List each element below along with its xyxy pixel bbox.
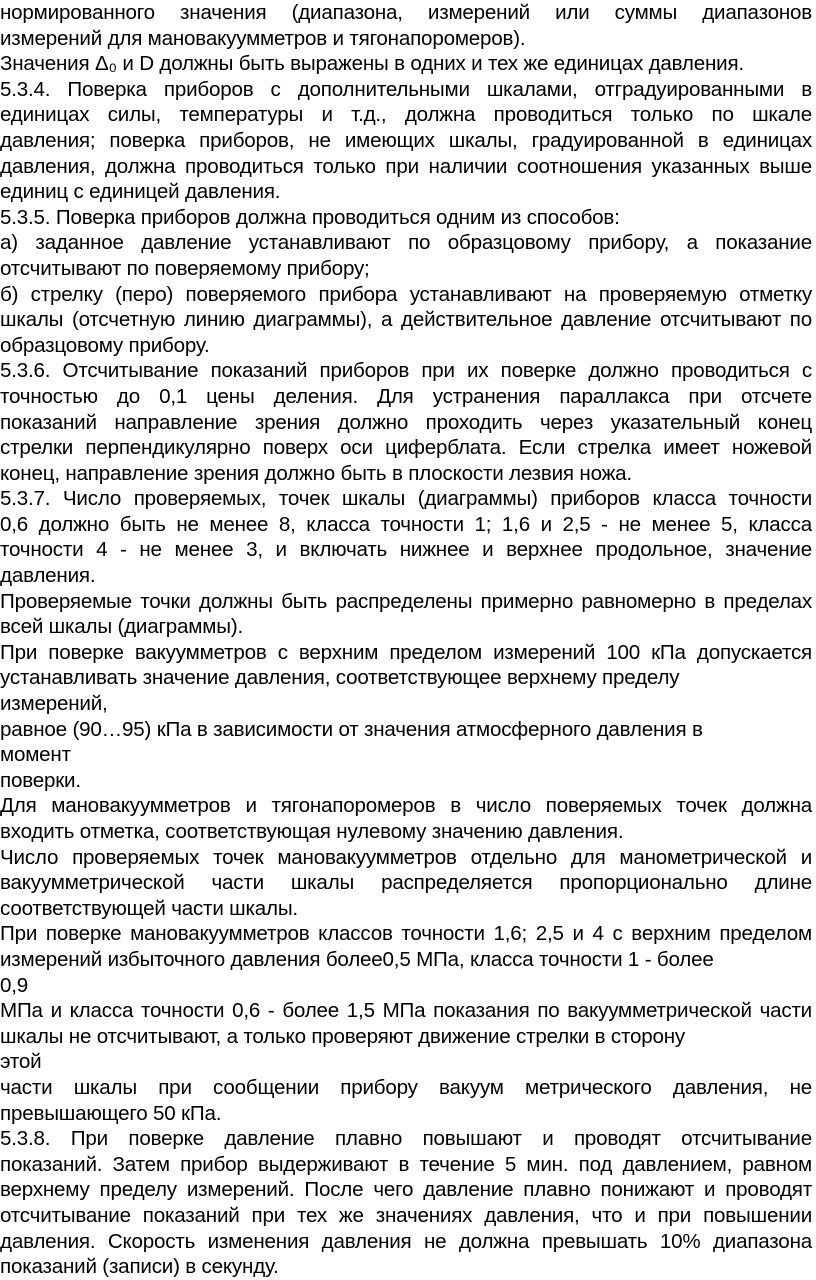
text-line: При поверке вакуумметров с верхним пределом измерений 100 кПа допускается: [0, 640, 812, 664]
text-line: точностью до 0,1 цены деления. Для устранения параллакса при отсчете: [0, 384, 812, 408]
text-line: МПа и класса точности 0,6 - более 1,5 МПа показания по вакуумметрической части: [0, 999, 812, 1023]
text-line: шкалы (отсчетную линию диаграммы), а действительное давление отсчитывают по: [0, 308, 812, 332]
text-line: измерений избыточного давления более0,5 МПа, класса точности 1 - более: [0, 947, 714, 971]
text-line: соответствующей части шкалы.: [0, 896, 298, 920]
text-line: а) заданное давление устанавливают по образцовому прибору, а показание: [0, 231, 812, 255]
text-line: Значения Δ₀ и D должны быть выражены в одних и тех же единицах давления.: [0, 52, 744, 76]
text-line: давления. Скорость изменения давления не должна превышать 10% диапазона: [0, 1229, 812, 1253]
text-line: При поверке мановакуумметров классов точности 1,6; 2,5 и 4 с верхним пределом: [0, 922, 812, 946]
text-line: 0,9: [0, 973, 29, 997]
text-line: 5.3.6. Отсчитывание показаний приборов при их поверке должно проводиться с: [0, 359, 812, 383]
text-line: входить отметка, соответствующая нулевому значению давления.: [0, 820, 624, 843]
text-line: вакуумметрической части шкалы распределяется пропорционально длине: [0, 871, 812, 895]
text-line: 0,6 должно быть не менее 8, класса точности 1; 1,6 и 2,5 - не менее 5, класса: [0, 512, 812, 536]
text-line: единицах силы, температуры и т.д., должна проводиться только по шкале: [0, 103, 812, 127]
text-line: показаний направление зрения должно проходить через указательный конец: [0, 410, 812, 434]
text-line: 5.3.7. Число проверяемых, точек шкалы (диаграммы) приборов класса точности: [0, 487, 812, 511]
text-line: отсчитывание показаний при тех же значениях давления, что и при повышении: [0, 1203, 812, 1227]
text-line: давления, должна проводиться только при наличии соотношения указанных выше: [0, 154, 812, 178]
text-line: Для мановакуумметров и тягонапоромеров в число поверяемых точек должна: [0, 794, 812, 818]
text-line: 5.3.5. Поверка приборов должна проводиться одним из способов:: [0, 205, 620, 229]
text-line: устанавливать значение давления, соответствующее верхнему пределу: [0, 666, 680, 690]
text-line: Проверяемые точки должны быть распределены примерно равномерно в пределах: [0, 589, 812, 613]
text-line: поверки.: [0, 768, 81, 792]
text-line: показаний. Затем прибор выдерживают в течение 5 мин. под давлением, равном: [0, 1152, 812, 1176]
text-line: 5.3.4. Поверка приборов с дополнительными шкалами, отградуированными в: [0, 77, 812, 101]
text-line: равное (90…95) кПа в зависимости от значения атмосферного давления в: [0, 717, 703, 741]
text-line: всей шкалы (диаграммы).: [0, 615, 244, 639]
text-line: давления.: [0, 564, 96, 588]
text-line: давления; поверка приборов, не имеющих шкалы, градуированной в единицах: [0, 128, 812, 152]
text-line: образцовому прибору.: [0, 333, 210, 357]
text-line: 5.3.8. При поверке давление плавно повышают и проводят отсчитывание: [0, 1127, 812, 1151]
text-line: Число проверяемых точек мановакуумметров отдельно для манометрической и: [0, 845, 812, 869]
text-line: измерений,: [0, 692, 108, 716]
text-line: шкалы не отсчитывают, а только проверяют движение стрелки в сторону: [0, 1024, 686, 1048]
text-line: точности 4 - не менее 3, и включать нижнее и верхнее продольное, значение: [0, 538, 812, 562]
text-line: показаний (записи) в секунду.: [0, 1255, 279, 1279]
text-line: превышающего 50 кПа.: [0, 1101, 222, 1125]
text-line: момент: [0, 743, 71, 767]
text-line: стрелки перпендикулярно поверх оси циферблата. Если стрелка имеет ножевой: [0, 436, 812, 460]
text-line: верхнему пределу измерений. После чего давление плавно понижают и проводят: [0, 1178, 812, 1202]
text-line: части шкалы при сообщении прибору вакуум метрического давления, не: [0, 1075, 812, 1099]
text-line: б) стрелку (перо) поверяемого прибора устанавливают на проверяемую отметку: [0, 282, 812, 306]
text-line: конец, направление зрения должно быть в плоскости лезвия ножа.: [0, 461, 632, 485]
text-line: отсчитывают по поверяемому прибору;: [0, 256, 370, 280]
text-line: единиц с единицей давления.: [0, 180, 281, 204]
text-line: измерений для мановакуумметров и тягонапоромеров).: [0, 26, 526, 50]
text-line: нормированного значения (диапазона, измерений или суммы диапазонов: [0, 1, 812, 24]
text-line: этой: [0, 1050, 42, 1074]
